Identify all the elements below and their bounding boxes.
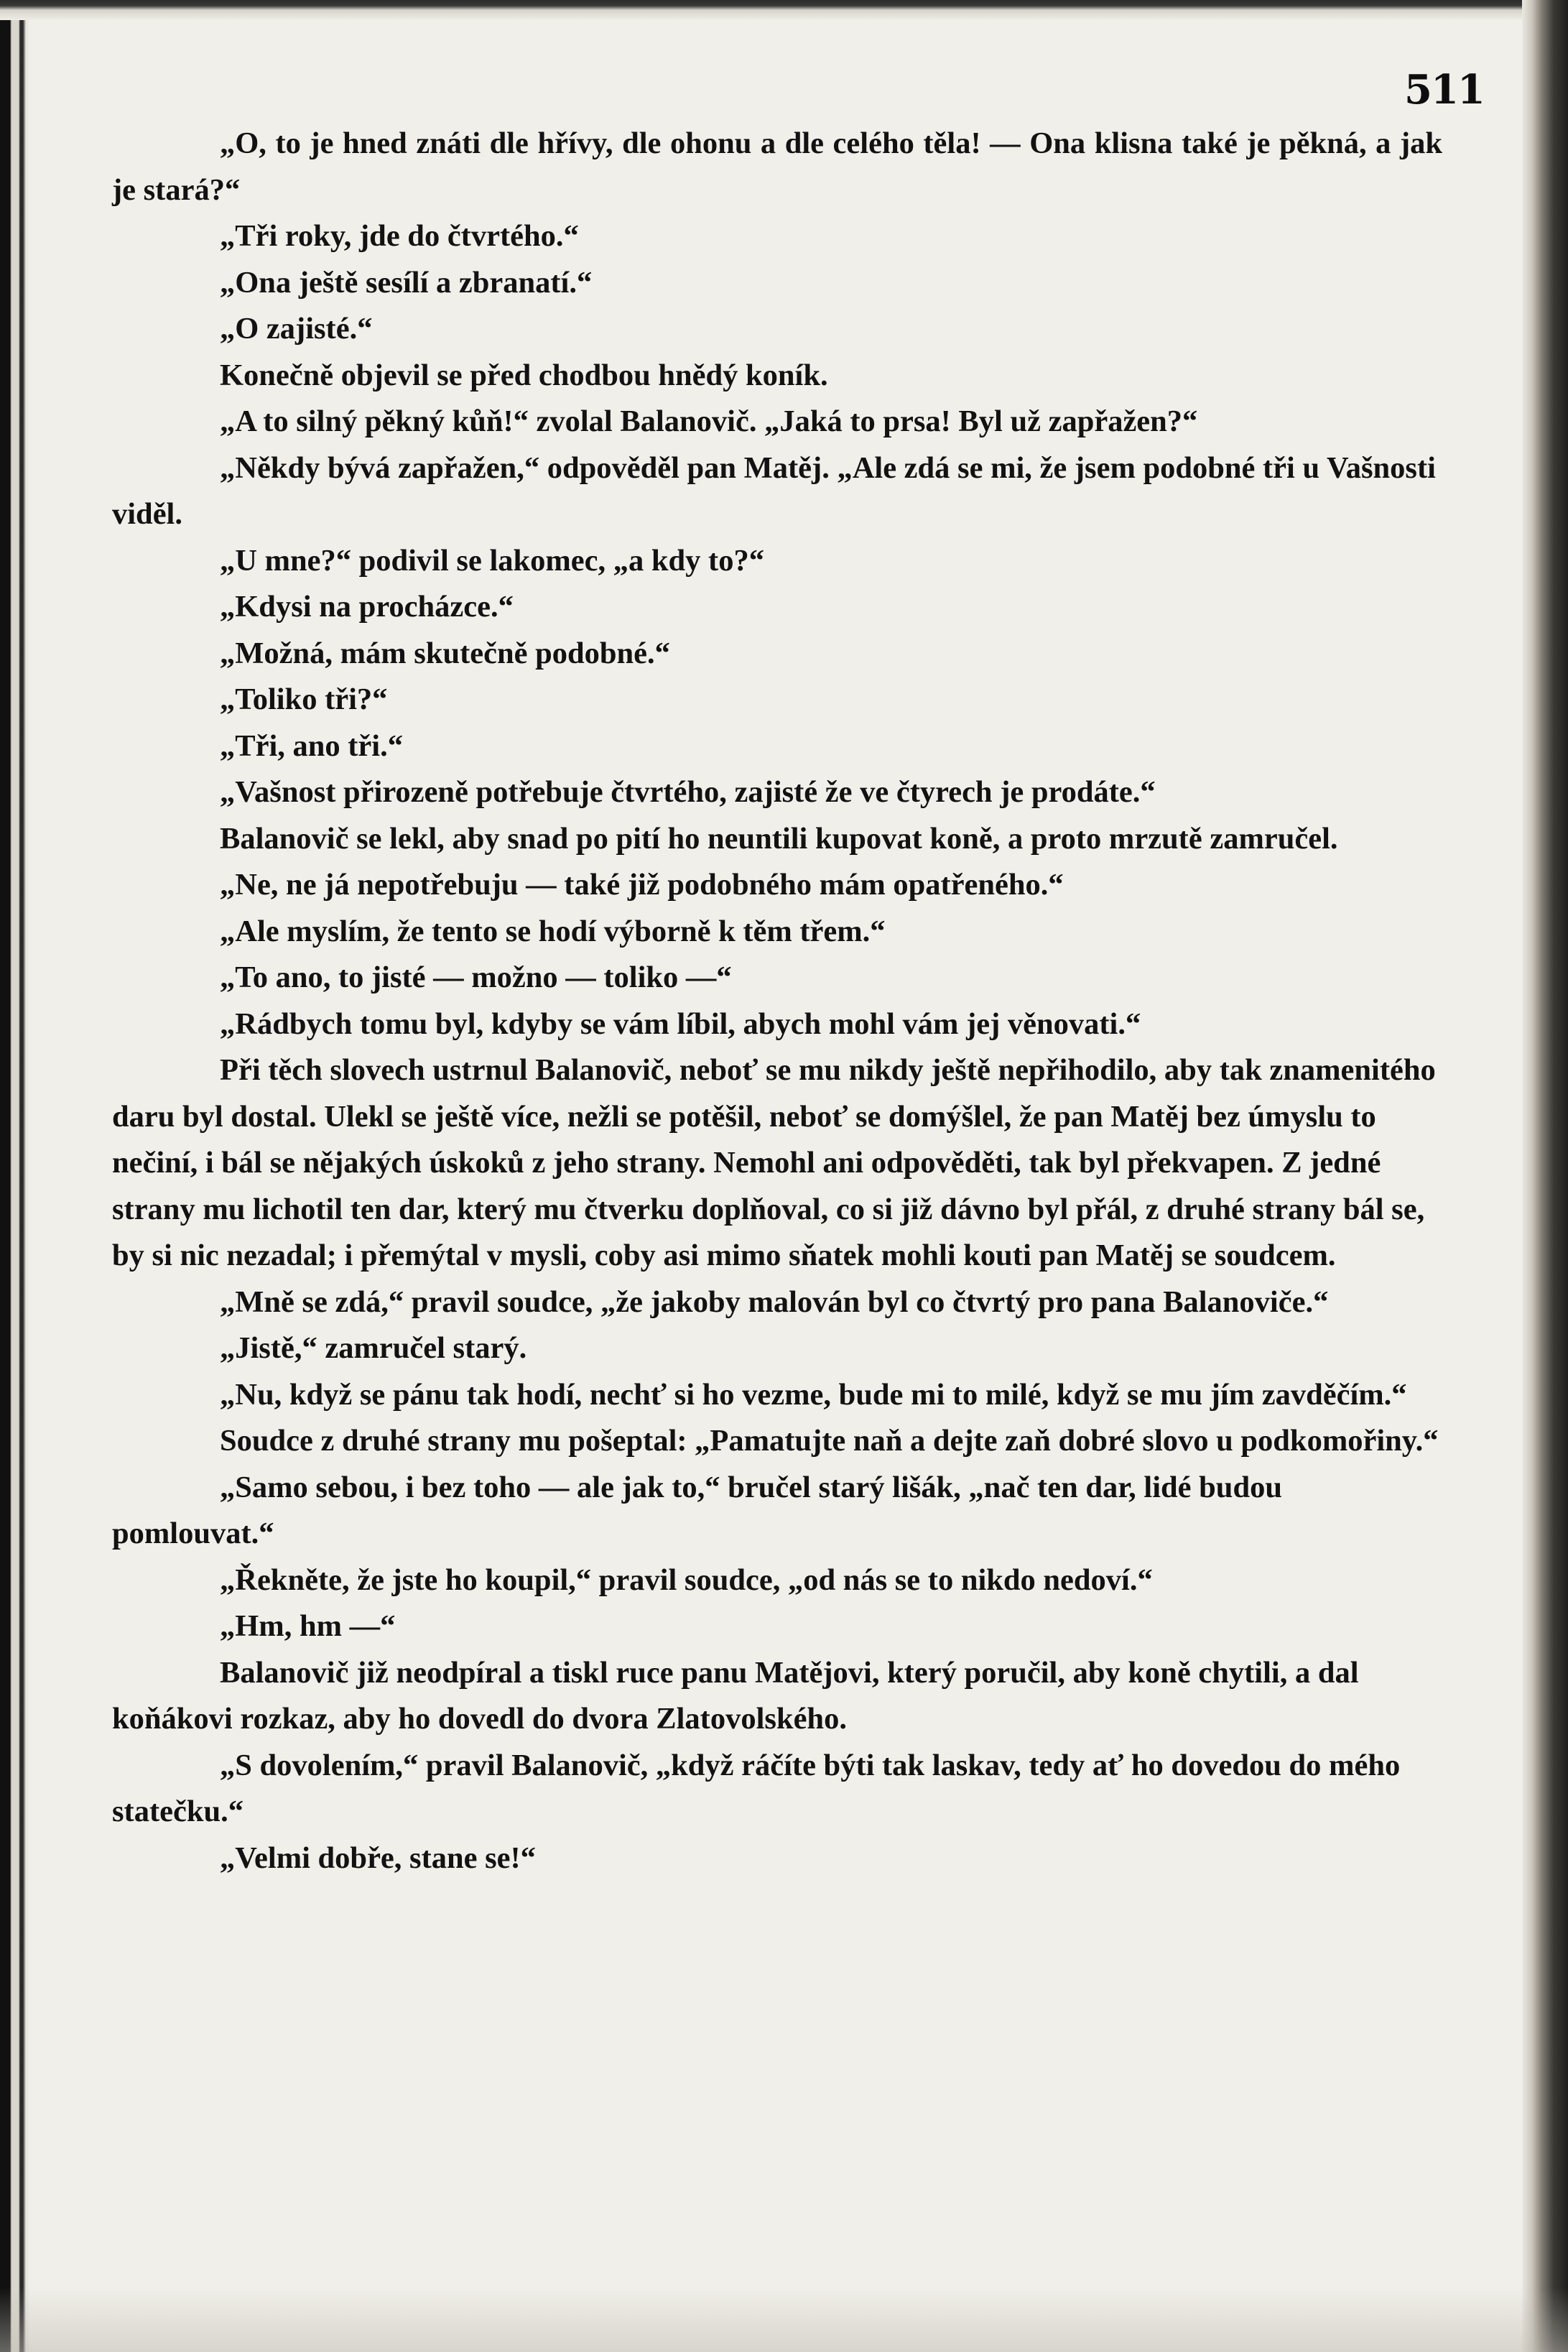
paragraph: „Možná, mám skutečně podobné.“	[220, 636, 670, 670]
paragraph: „Vašnost přirozeně potřebuje čtvrtého, zajisté že ve čtyrech je prodáte.“	[220, 775, 1156, 809]
paragraph: „Tři, ano tři.“	[220, 728, 403, 763]
paragraph: „Toliko tři?“	[220, 682, 388, 716]
paragraph: „Ne, ne já nepotřebuju — také již podobného mám opatřeného.“	[220, 868, 1064, 902]
page-left-shadow	[0, 0, 29, 2352]
paragraph: Balanovič se lekl, aby snad po pití ho neuntili kupovat koně, a proto mrzutě zamručel.	[220, 821, 1338, 856]
paragraph: „Ale myslím, že tento se hodí výborně k těm třem.“	[220, 914, 886, 948]
paragraph: „Kdysi na procházce.“	[220, 590, 514, 624]
paragraph: Konečně objevil se před chodbou hnědý koník.	[220, 358, 828, 392]
paragraph: Balanovič již neodpíral a tiskl ruce panu Matějovi, který poručil, aby koně chytili, a dal koňákovi rozkaz, aby ho dovedl do dvora Zlatovolského.	[112, 1655, 1359, 1736]
paragraph: „Ona ještě sesílí a zbranatí.“	[220, 265, 593, 300]
paragraph: „Jistě,“ zamručel starý.	[220, 1331, 527, 1365]
paragraph: „Řekněte, že jste ho koupil,“ pravil soudce, „od nás se to nikdo nedoví.“	[220, 1562, 1153, 1597]
paragraph: „To ano, to jisté — možno — toliko —“	[220, 960, 732, 994]
page-bottom-shade	[0, 2287, 1568, 2352]
paragraph: „Velmi dobře, stane se!“	[220, 1841, 536, 1875]
paragraph: „Tři roky, jde do čtvrtého.“	[220, 219, 579, 253]
paragraph: „Nu, když se pánu tak hodí, nechť si ho vezme, bude mi to milé, když se mu jím zavděčím.“	[220, 1377, 1407, 1412]
page-number: 511	[1404, 66, 1484, 114]
paragraph: Soudce z druhé strany mu pošeptal: „Pamatujte naň a dejte zaň dobré slovo u podkomořiny.“	[220, 1424, 1439, 1458]
paragraph: „U mne?“ podivil se lakomec, „a kdy to?“	[220, 543, 764, 578]
paragraph: „O, to je hned znáti dle hřívy, dle ohonu a dle celého těla! — Ona klisna také je pěkná, a jak je stará?“	[112, 126, 1442, 207]
body-text	[112, 121, 1442, 1881]
page-right-shadow	[1522, 0, 1568, 2352]
paragraph: „A to silný pěkný kůň!“ zvolal Balanovič. „Jaká to prsa! Byl už zapřažen?“	[220, 404, 1198, 438]
paragraph: „Někdy bývá zapřažen,“ odpověděl pan Matěj. „Ale zdá se mi, že jsem podobné tři u Vašnosti viděl.	[112, 450, 1436, 531]
paragraph: „S dovolením,“ pravil Balanovič, „když ráčíte býti tak laskav, tedy ať ho dovedou do mého statečku.“	[112, 1748, 1401, 1828]
paragraph: „O zajisté.“	[220, 312, 373, 346]
paragraph: Při těch slovech ustrnul Balanovič, neboť se mu nikdy ještě nepřihodilo, aby tak znamenitého daru byl dostal. Ulekl se ještě více, nežli se potěšil, neboť se domýšlel, že pan Matěj bez úmyslu to nečiní, i bál se nějakých úskoků z jeho strany. Nemohl ani odpověděti, tak byl překvapen. Z jedné strany mu lichotil ten dar, který mu čtverku doplňoval, co si již dávno byl přál, z druhé strany bál se, by si nic nezadal; i přemýtal v mysli, coby asi mimo sňatek mohli kouti pan Matěj se soudcem.	[112, 1053, 1436, 1272]
page-top-shadow	[0, 0, 1568, 20]
paragraph: „Samo sebou, i bez toho — ale jak to,“ bručel starý lišák, „nač ten dar, lidé budou pomlouvat.“	[112, 1470, 1282, 1550]
paragraph: „Rádbych tomu byl, kdyby se vám líbil, abych mohl vám jej věnovati.“	[220, 1006, 1141, 1041]
paragraph: „Mně se zdá,“ pravil soudce, „že jakoby malován byl co čtvrtý pro pana Balanoviče.“	[220, 1284, 1329, 1319]
paragraph: „Hm, hm —“	[220, 1609, 396, 1643]
